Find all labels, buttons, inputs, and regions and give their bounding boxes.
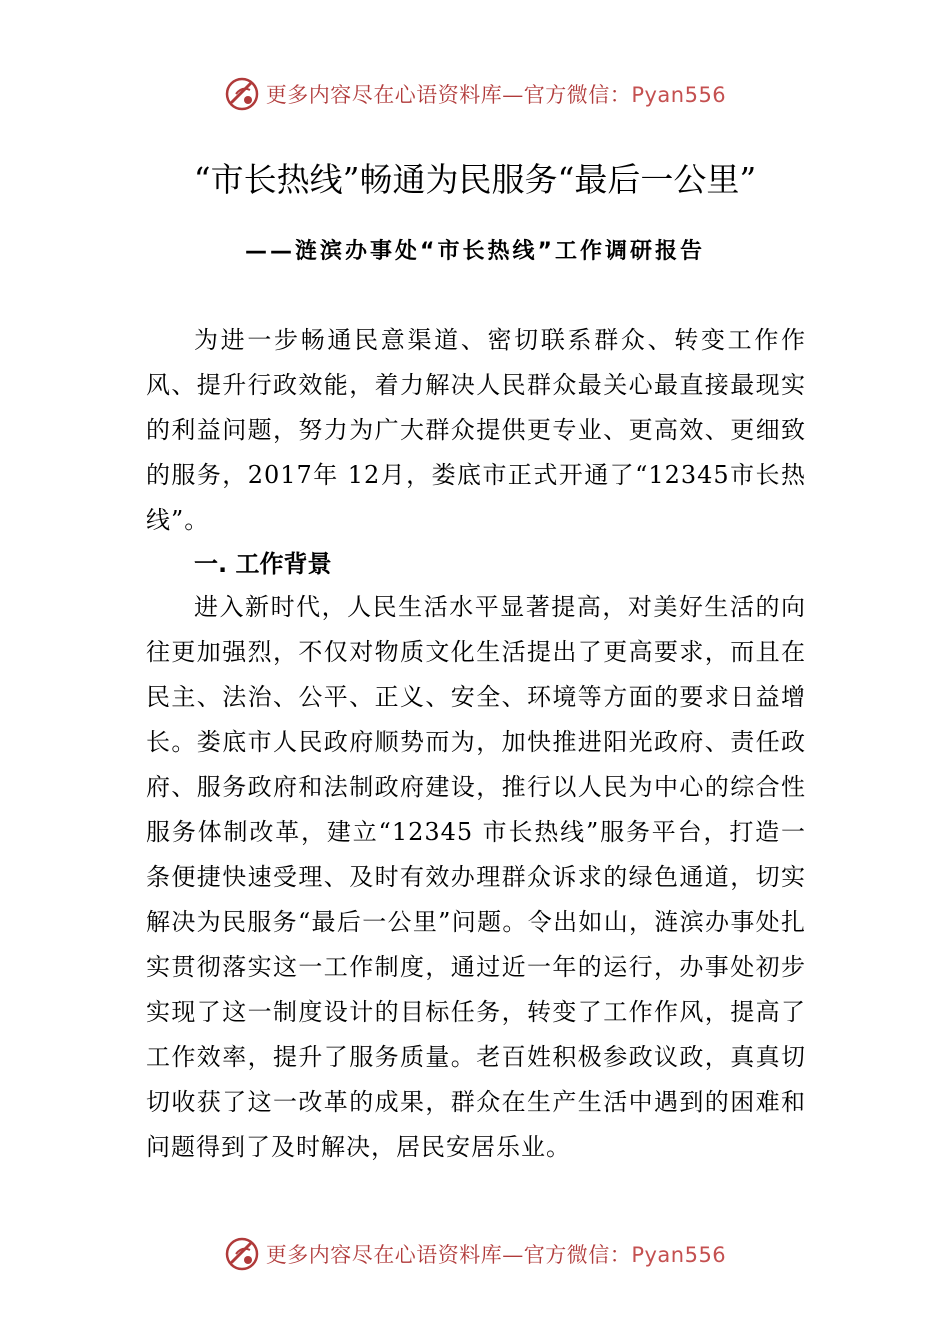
section-heading: 一. 工作背景 xyxy=(194,550,332,578)
header-watermark xyxy=(0,76,950,112)
watermark-text: 更多内容尽在心语资料库—官方微信：Pyan556 xyxy=(265,1243,727,1267)
document-subtitle: ——涟滨办事处“市长热线”工作调研报告 xyxy=(245,239,705,264)
watermark-text: 更多内容尽在心语资料库—官方微信：Pyan556 xyxy=(265,83,727,107)
document-body xyxy=(146,318,806,1170)
document-title: “市长热线”畅通为民服务“最后一公里” xyxy=(193,160,757,199)
logo-icon xyxy=(224,1236,260,1272)
logo-icon xyxy=(224,76,260,112)
section-paragraph: 进入新时代，人民生活水平显著提高，对美好生活的向往更加强烈，不仅对物质文化生活提出了更高要求，而且在民主、法治、公平、正义、安全、环境等方面的要求日益增长。娄底市人民政府顺势而为，加快推进阳光政府、责任政府、服务政府和法制政府建设，推行以人民为中心的综合性服务体制改革，建立“12345 市长热线”服务平台，打造一条便捷快速受理、及时有效办理群众诉求的绿色通道，切实解决为民服务“最后一公里”问题。令出如山，涟滨办事处扎实贯彻落实这一工作制度，通过近一年的运行，办事处初步实现了这一制度设计的目标任务，转变了工作作风，提高了工作效率，提升了服务质量。老百姓积极参政议政，真真切切收获了这一改革的成果，群众在生产生活中遇到的困难和问题得到了及时解决，居民安居乐业。 xyxy=(146,593,806,1161)
intro-paragraph: 为进一步畅通民意渠道、密切联系群众、转变工作作风、提升行政效能，着力解决人民群众最关心最直接最现实的利益问题，努力为广大群众提供更专业、更高效、更细致的服务，2017年 12月，娄底市正式开通了“12345市长热线”。 xyxy=(146,326,806,534)
footer-watermark xyxy=(0,1236,950,1272)
